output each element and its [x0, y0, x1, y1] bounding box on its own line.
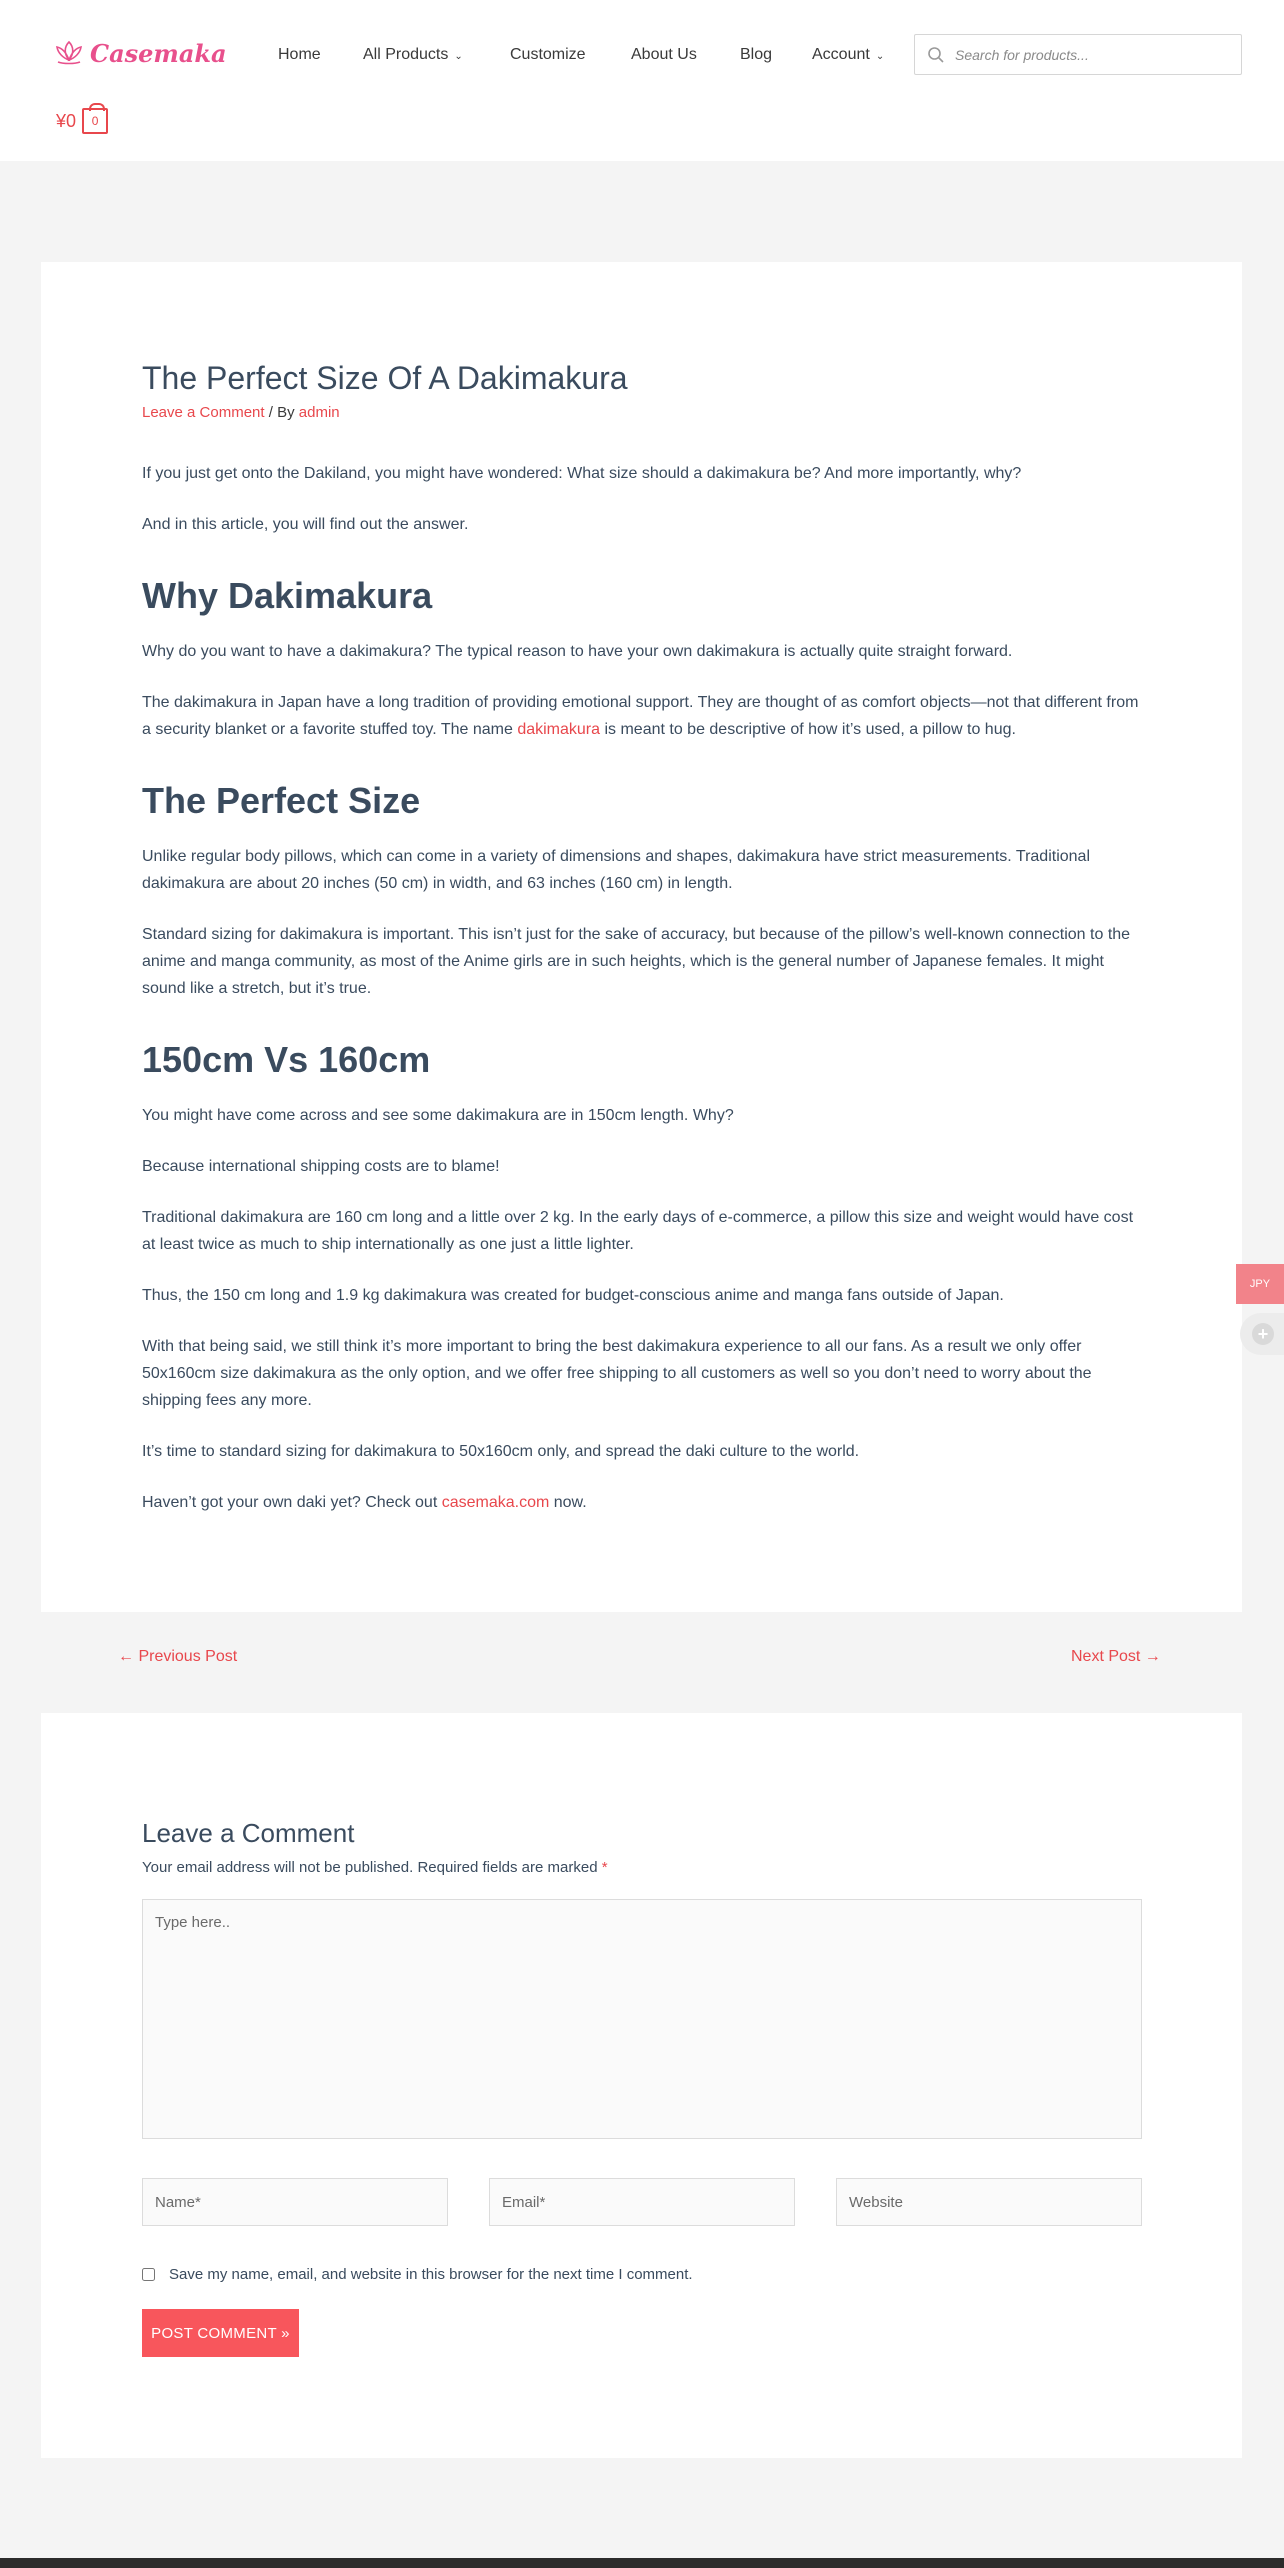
heading-perfect-size: The Perfect Size [142, 780, 421, 821]
comment-form [142, 1817, 1142, 2357]
previous-post-link[interactable]: ← Previous Post [118, 1648, 238, 1665]
chevron-down-icon: ⌄ [875, 51, 885, 62]
paragraph-text: Haven’t got your own daki yet? Check out [142, 1494, 442, 1511]
name-field[interactable] [142, 2178, 448, 2226]
paragraph-text: now. [549, 1494, 587, 1511]
paragraph: Unlike regular body pillows, which can come in a variety of dimensions and shapes, dakimakura have strict measurements. Traditional dakimakura are about 20 inches (50 cm) in width, and 63 inches (160 cm) in length. [142, 848, 1091, 892]
paragraph: With that being said, we still think it’s more important to bring the best dakimakura experience to all our fans. As a result we only offer 50x160cm size dakimakura as the only option, and we offer free shipping to all customers as well so you don’t need to worry about the shipping fees any more. [142, 1338, 1092, 1409]
paragraph-intro: If you just get onto the Dakiland, you might have wondered: What size should a dakimakura be? And more importantly, why? [142, 465, 1022, 482]
author-link[interactable]: admin [298, 404, 340, 421]
product-search [914, 34, 1242, 75]
nav-home-label: Home [278, 46, 321, 63]
comment-form-title: Leave a Comment [142, 1818, 355, 1848]
next-post-link[interactable]: Next Post → [1071, 1648, 1161, 1665]
nav-customize[interactable] [510, 40, 586, 70]
search-icon[interactable] [927, 46, 945, 64]
paragraph: And in this article, you will find out the answer. [142, 516, 469, 533]
nav-customize-label: Customize [510, 46, 586, 63]
floating-widget-button[interactable] [1240, 1313, 1284, 1355]
paragraph: Why do you want to have a dakimakura? The typical reason to have your own dakimakura is actually quite straight forward. [142, 643, 1013, 660]
post-navigation [0, 1640, 1284, 1680]
website-field[interactable] [836, 2178, 1142, 2226]
nav-blog[interactable] [740, 40, 772, 70]
plus-icon: + [1252, 1323, 1274, 1345]
currency-switcher[interactable]: JPY [1236, 1264, 1284, 1304]
nav-blog-label: Blog [740, 46, 773, 63]
search-input[interactable] [955, 35, 1235, 74]
paragraph-text: The dakimakura in Japan have a long tradition of providing emotional support. They are thought of as comfort objects—not that different from a security blanket or a favorite stuffed toy. The name [142, 694, 1139, 738]
cart-amount: ¥0 [56, 110, 77, 131]
paragraph: Thus, the 150 cm long and 1.9 kg dakimakura was created for budget-conscious anime and manga fans outside of Japan. [142, 1287, 1004, 1304]
paragraph: Because international shipping costs are to blame! [142, 1158, 500, 1175]
cart[interactable] [56, 108, 108, 134]
comment-form-note [142, 1857, 1142, 1879]
nav-account[interactable] [812, 40, 884, 72]
paragraph: Traditional dakimakura are 160 cm long and a little over 2 kg. In the early days of e-commerce, a pillow this size and weight would have cost at least twice as much to ship internationally as one just a little lighter. [142, 1209, 1134, 1253]
logo-text: Casemaka [90, 38, 227, 68]
site-footer [0, 2558, 1284, 2568]
chevron-down-icon: ⌄ [454, 51, 463, 62]
paragraph: You might have come across and see some dakimakura are in 150cm length. Why? [142, 1107, 734, 1124]
paragraph-with-link [142, 1489, 1142, 1516]
casemaka-link[interactable]: casemaka.com [441, 1494, 550, 1511]
cart-count: 0 [91, 114, 99, 128]
heading-why-dakimakura: Why Dakimakura [142, 575, 433, 616]
author-fields [142, 2178, 1142, 2226]
save-info-checkbox[interactable] [142, 2268, 155, 2281]
nav-home[interactable] [278, 40, 321, 70]
save-info-label: Save my name, email, and website in this browser for the next time I comment. [169, 2266, 693, 2283]
nav-about-us-label: About Us [631, 46, 697, 63]
note-text: Your email address will not be published. Required fields are marked [142, 1859, 602, 1876]
paragraph: It’s time to standard sizing for dakimakura to 50x160cm only, and spread the daki culture to the world. [142, 1443, 860, 1460]
meta-separator: / By [264, 404, 299, 421]
email-field[interactable] [489, 2178, 795, 2226]
site-header [0, 0, 1284, 161]
post-comment-button[interactable]: POST COMMENT » [142, 2309, 299, 2357]
heading-150-vs-160: 150cm Vs 160cm [142, 1039, 431, 1080]
article-card [41, 262, 1242, 1612]
lotus-logo-icon [52, 36, 86, 70]
page-title: The Perfect Size Of A Dakimakura [142, 360, 628, 396]
nav-account-label: Account [812, 46, 870, 63]
post-meta [142, 402, 1142, 424]
site-logo[interactable] [52, 36, 227, 70]
save-info-row[interactable] [142, 2266, 1142, 2283]
paragraph-with-link [142, 689, 1142, 743]
cart-bag-icon [82, 108, 108, 134]
nav-about-us[interactable] [631, 40, 697, 70]
paragraph: Standard sizing for dakimakura is important. This isn’t just for the sake of accuracy, but because of the pillow’s well-known connection to the anime and manga community, as most of the Anime girls are in such heights, which is the general number of Japanese females. It might sound like a stretch, but it’s true. [142, 926, 1131, 997]
leave-comment-link[interactable]: Leave a Comment [142, 404, 265, 421]
required-mark: * [601, 1859, 608, 1876]
comment-textarea[interactable] [142, 1899, 1142, 2139]
dakimakura-link[interactable]: dakimakura [517, 721, 601, 738]
paragraph-text: is meant to be descriptive of how it’s used, a pillow to hug. [600, 721, 1016, 738]
nav-all-products-label: All Products [363, 46, 449, 63]
nav-all-products[interactable] [363, 40, 463, 72]
article-content [142, 358, 1142, 1516]
comment-form-card [41, 1713, 1242, 2458]
